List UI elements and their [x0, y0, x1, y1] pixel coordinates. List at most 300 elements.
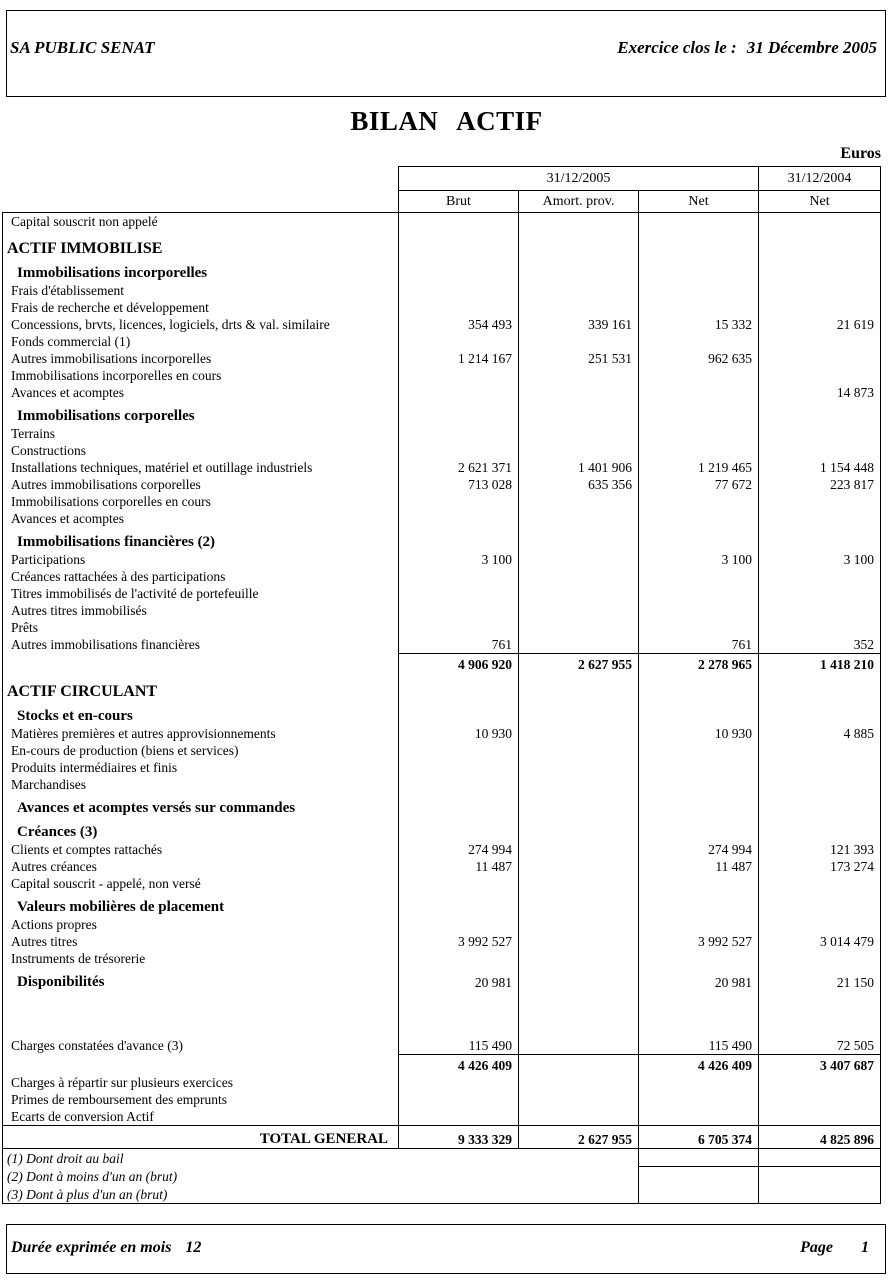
cell-value: [398, 585, 518, 602]
cell-value: [758, 510, 880, 527]
table-row: [3, 602, 880, 619]
cell-value: [638, 619, 758, 636]
cell-value: [638, 367, 758, 384]
table-row: [3, 619, 880, 636]
cell-value: [638, 1108, 758, 1125]
cell-value: 3 992 527: [638, 933, 758, 950]
cell-value: [518, 1074, 638, 1091]
cell-value: [758, 759, 880, 776]
cell-value: [518, 527, 638, 551]
row-label: Autres titres: [11, 934, 78, 949]
cell-value: 21 150: [758, 967, 880, 991]
row-label: Capital souscrit non appelé: [11, 214, 158, 229]
cell-value: 14 873: [758, 384, 880, 401]
cell-value: [638, 1074, 758, 1091]
cell-value: [518, 585, 638, 602]
col-header-period-current: 31/12/2005: [398, 166, 758, 191]
table-row: [3, 776, 880, 793]
cell-value: [518, 333, 638, 350]
cell-value: 3 100: [758, 551, 880, 568]
table-row: [3, 476, 880, 493]
cell-value: [758, 493, 880, 510]
cell-value: [638, 991, 758, 1037]
row-label: Constructions: [11, 443, 87, 458]
document-footer-box: [6, 1224, 886, 1274]
cell-value: [398, 817, 518, 841]
table-row: [3, 817, 880, 841]
row-label: [3, 991, 398, 1037]
cell-value: [758, 602, 880, 619]
col-header-brut: Brut: [398, 190, 518, 213]
cell-value: [758, 1091, 880, 1108]
table-row: [3, 673, 880, 701]
cell-value: [638, 673, 758, 701]
row-label: ACTIF CIRCULANT: [7, 683, 158, 700]
row-label: Avances et acomptes: [11, 511, 124, 526]
cell-value: [518, 213, 638, 230]
row-label: Produits intermédiaires et finis: [11, 760, 178, 775]
row-label: Immobilisations financières (2): [17, 534, 216, 550]
row-label: Clients et comptes rattachés: [11, 842, 163, 857]
cell-value: [758, 1185, 880, 1203]
cell-value: 6 705 374: [638, 1126, 758, 1148]
cell-value: [638, 875, 758, 892]
cell-value: [398, 230, 518, 258]
duration-label: Durée exprimée en mois: [11, 1239, 172, 1256]
page-title: BILAN ACTIF: [350, 106, 543, 136]
cell-value: 962 635: [638, 350, 758, 367]
cell-value: [638, 527, 758, 551]
row-label: Concessions, brvts, licences, logiciels, drts & val. similaire: [11, 317, 330, 332]
table-row: [3, 510, 880, 527]
cell-value: [518, 1037, 638, 1054]
row-label: Autres créances: [11, 859, 97, 874]
cell-value: [758, 367, 880, 384]
row-label: Autres immobilisations financières: [11, 637, 200, 652]
table-row: [3, 1125, 880, 1149]
cell-value: 115 490: [638, 1037, 758, 1054]
page-label: Page: [800, 1239, 833, 1256]
row-label: Stocks et en-cours: [17, 708, 133, 724]
row-label: [3, 653, 398, 673]
row-label: En-cours de production (biens et services): [11, 743, 239, 758]
row-label: Avances et acomptes versés sur commandes: [17, 800, 296, 816]
fiscal-year-closing: [617, 38, 877, 58]
cell-value: [398, 425, 518, 442]
row-label: Titres immobilisés de l'activité de portefeuille: [11, 586, 259, 601]
cell-value: [758, 442, 880, 459]
cell-value: 77 672: [638, 476, 758, 493]
cell-value: [758, 333, 880, 350]
cell-value: 1 214 167: [398, 350, 518, 367]
cell-value: 339 161: [518, 316, 638, 333]
cell-value: [758, 950, 880, 967]
cell-value: [398, 793, 518, 817]
table-row: [3, 991, 880, 1037]
cell-value: [638, 759, 758, 776]
cell-value: 635 356: [518, 476, 638, 493]
table-row: [3, 1037, 880, 1054]
cell-value: 10 930: [398, 725, 518, 742]
cell-value: [758, 1167, 880, 1185]
page-indicator: [800, 1239, 869, 1257]
cell-value: [638, 950, 758, 967]
row-label: Frais de recherche et développement: [11, 300, 209, 315]
row-label: Marchandises: [11, 777, 86, 792]
cell-value: [638, 442, 758, 459]
cell-value: [758, 282, 880, 299]
cell-value: 2 621 371: [398, 459, 518, 476]
cell-value: [518, 367, 638, 384]
cell-value: 354 493: [398, 316, 518, 333]
cell-value: [638, 213, 758, 230]
cell-value: [398, 1091, 518, 1108]
row-label: (3) Dont à plus d'un an (brut): [7, 1187, 168, 1202]
cell-value: [758, 568, 880, 585]
row-label: Charges constatées d'avance (3): [11, 1038, 183, 1053]
cell-value: 223 817: [758, 476, 880, 493]
table-row: [3, 493, 880, 510]
cell-value: [518, 725, 638, 742]
cell-value: [518, 967, 638, 991]
cell-value: [758, 1149, 880, 1167]
cell-value: [638, 568, 758, 585]
cell-value: [758, 991, 880, 1037]
cell-value: [518, 916, 638, 933]
cell-value: [638, 493, 758, 510]
cell-value: [518, 551, 638, 568]
cell-value: [518, 442, 638, 459]
cell-value: [398, 991, 518, 1037]
table-row: [3, 459, 880, 476]
cell-value: [758, 213, 880, 230]
table-row: [3, 367, 880, 384]
cell-value: [758, 299, 880, 316]
cell-value: [398, 875, 518, 892]
subcolumn-header-row: [398, 190, 881, 212]
cell-value: [758, 673, 880, 701]
col-header-net-previous: Net: [758, 190, 881, 213]
table-row: [3, 1108, 880, 1125]
cell-value: [518, 230, 638, 258]
cell-value: [398, 602, 518, 619]
table-row: [3, 316, 880, 333]
cell-value: [398, 568, 518, 585]
cell-value: 2 627 955: [518, 653, 638, 673]
document-header-box: [6, 10, 886, 97]
cell-value: [638, 892, 758, 916]
table-row: [3, 1149, 880, 1167]
cell-value: [758, 258, 880, 282]
cell-value: [518, 776, 638, 793]
row-label: Immobilisations incorporelles en cours: [11, 368, 222, 383]
table-row: [3, 892, 880, 916]
cell-value: [518, 933, 638, 950]
col-header-period-previous: 31/12/2004: [758, 166, 881, 191]
cell-value: [638, 793, 758, 817]
table-row: [3, 551, 880, 568]
table-row: [3, 350, 880, 367]
table-row: [3, 527, 880, 551]
table-row: [3, 725, 880, 742]
col-header-amort-prov: Amort. prov.: [518, 190, 638, 213]
cell-value: 1 219 465: [638, 459, 758, 476]
row-label: Participations: [11, 552, 86, 567]
cell-value: [398, 258, 518, 282]
row-label: Créances (3): [17, 824, 98, 840]
cell-value: [398, 950, 518, 967]
cell-value: 274 994: [638, 841, 758, 858]
cell-value: [758, 230, 880, 258]
cell-value: [638, 585, 758, 602]
table-row: [3, 299, 880, 316]
row-label: Fonds commercial (1): [11, 334, 131, 349]
cell-value: [398, 333, 518, 350]
cell-value: [518, 991, 638, 1037]
row-label: Autres titres immobilisés: [11, 603, 147, 618]
row-label: Primes de remboursement des emprunts: [11, 1092, 227, 1107]
cell-value: 1 154 448: [758, 459, 880, 476]
col-header-net: Net: [638, 190, 758, 213]
cell-value: 9 333 329: [398, 1126, 518, 1148]
row-label: Charges à répartir sur plusieurs exercices: [11, 1075, 234, 1090]
closing-label: Exercice clos le :: [617, 38, 737, 57]
cell-value: 4 885: [758, 725, 880, 742]
cell-value: [638, 817, 758, 841]
cell-value: [518, 619, 638, 636]
row-label: Disponibilités: [17, 974, 105, 990]
table-row: [3, 793, 880, 817]
row-label: Ecarts de conversion Actif: [11, 1109, 154, 1124]
cell-value: [638, 1149, 758, 1167]
cell-value: 3 407 687: [758, 1054, 880, 1074]
cell-value: 1 401 906: [518, 459, 638, 476]
cell-value: [398, 701, 518, 725]
row-label: Capital souscrit - appelé, non versé: [11, 876, 201, 891]
cell-value: 15 332: [638, 316, 758, 333]
cell-value: [398, 367, 518, 384]
table-row: [3, 1091, 880, 1108]
cell-value: [518, 1091, 638, 1108]
table-row: [3, 1167, 880, 1185]
cell-value: [518, 875, 638, 892]
cell-value: [638, 299, 758, 316]
cell-value: [758, 916, 880, 933]
cell-value: [398, 384, 518, 401]
cell-value: [518, 841, 638, 858]
cell-value: [638, 742, 758, 759]
cell-value: [758, 701, 880, 725]
cell-value: [518, 742, 638, 759]
cell-value: [758, 776, 880, 793]
table-row: [3, 1054, 880, 1074]
cell-value: 2 278 965: [638, 653, 758, 673]
cell-value: [518, 701, 638, 725]
cell-value: [518, 636, 638, 653]
table-row: [3, 401, 880, 425]
cell-value: [758, 619, 880, 636]
cell-value: 21 619: [758, 316, 880, 333]
row-label: (1) Dont droit au bail: [7, 1151, 124, 1166]
table-row: [3, 1185, 880, 1203]
cell-value: [758, 1108, 880, 1125]
row-label: Matières premières et autres approvisionnements: [11, 726, 276, 741]
cell-value: [638, 510, 758, 527]
table-row: [3, 950, 880, 967]
cell-value: [638, 401, 758, 425]
table-row: [3, 1074, 880, 1091]
table-row: [3, 701, 880, 725]
table-row: [3, 282, 880, 299]
cell-value: 3 100: [638, 551, 758, 568]
cell-value: [518, 1054, 638, 1074]
table-row: [3, 213, 880, 230]
table-row: [3, 967, 880, 991]
row-label: Actions propres: [11, 917, 97, 932]
row-label: Autres immobilisations corporelles: [11, 477, 201, 492]
cell-value: [398, 213, 518, 230]
closing-date: 31 Décembre 2005: [746, 38, 877, 57]
cell-value: 72 505: [758, 1037, 880, 1054]
cell-value: [398, 442, 518, 459]
table-row: [3, 230, 880, 258]
cell-value: [398, 892, 518, 916]
cell-value: [398, 619, 518, 636]
table-row: [3, 759, 880, 776]
cell-value: 121 393: [758, 841, 880, 858]
row-label: Frais d'établissement: [11, 283, 125, 298]
cell-value: 3 014 479: [758, 933, 880, 950]
cell-value: 11 487: [398, 858, 518, 875]
cell-value: 4 426 409: [398, 1054, 518, 1074]
cell-value: [518, 258, 638, 282]
table-row: [3, 841, 880, 858]
cell-value: [518, 282, 638, 299]
cell-value: [638, 384, 758, 401]
cell-value: [518, 950, 638, 967]
cell-value: 274 994: [398, 841, 518, 858]
cell-value: [758, 350, 880, 367]
cell-value: 4 906 920: [398, 653, 518, 673]
cell-value: [398, 1074, 518, 1091]
cell-value: [638, 1185, 758, 1203]
cell-value: [398, 759, 518, 776]
page-number: 1: [861, 1239, 869, 1256]
cell-value: [518, 568, 638, 585]
cell-value: [758, 527, 880, 551]
cell-value: [638, 1167, 758, 1185]
table-row: [3, 442, 880, 459]
duration-value: 12: [185, 1239, 202, 1256]
cell-value: [758, 401, 880, 425]
row-label: Immobilisations corporelles: [17, 408, 195, 424]
cell-value: [518, 892, 638, 916]
cell-value: [398, 527, 518, 551]
table-row: [3, 653, 880, 673]
row-label: [3, 1054, 398, 1074]
cell-value: [518, 510, 638, 527]
cell-value: 173 274: [758, 858, 880, 875]
table-row: [3, 568, 880, 585]
row-label: Créances rattachées à des participations: [11, 569, 226, 584]
table-row: [3, 636, 880, 653]
cell-value: 3 992 527: [398, 933, 518, 950]
row-label: ACTIF IMMOBILISE: [7, 240, 163, 257]
cell-value: 3 100: [398, 551, 518, 568]
cell-value: [518, 384, 638, 401]
table-row: [3, 258, 880, 282]
balance-sheet-table: [2, 212, 881, 1204]
cell-value: [398, 776, 518, 793]
cell-value: [518, 401, 638, 425]
row-label: Avances et acomptes: [11, 385, 124, 400]
cell-value: [398, 742, 518, 759]
cell-value: 251 531: [518, 350, 638, 367]
cell-value: [758, 793, 880, 817]
cell-value: [398, 916, 518, 933]
cell-value: [638, 230, 758, 258]
cell-value: [758, 875, 880, 892]
cell-value: [518, 759, 638, 776]
row-label: TOTAL GENERAL: [259, 1131, 388, 1147]
cell-value: [518, 817, 638, 841]
table-row: [3, 384, 880, 401]
cell-value: 761: [638, 636, 758, 653]
cell-value: [638, 425, 758, 442]
cell-value: [398, 493, 518, 510]
cell-value: [518, 602, 638, 619]
cell-value: [398, 510, 518, 527]
cell-value: [638, 701, 758, 725]
row-label: Immobilisations incorporelles: [17, 265, 208, 281]
currency-label: Euros: [840, 145, 881, 162]
table-row: [3, 875, 880, 892]
cell-value: 4 426 409: [638, 1054, 758, 1074]
cell-value: 20 981: [638, 967, 758, 991]
cell-value: [638, 282, 758, 299]
cell-value: [758, 892, 880, 916]
period-header-row: [398, 166, 881, 190]
table-row: [3, 742, 880, 759]
cell-value: [518, 425, 638, 442]
cell-value: 713 028: [398, 476, 518, 493]
cell-value: 761: [398, 636, 518, 653]
cell-value: 352: [758, 636, 880, 653]
cell-value: [518, 1108, 638, 1125]
row-label: Terrains: [11, 426, 56, 441]
cell-value: [518, 493, 638, 510]
cell-value: [758, 425, 880, 442]
cell-value: [398, 299, 518, 316]
table-row: [3, 585, 880, 602]
cell-value: [518, 793, 638, 817]
table-row: [3, 858, 880, 875]
cell-value: [398, 1108, 518, 1125]
cell-value: 4 825 896: [758, 1126, 880, 1148]
cell-value: [398, 282, 518, 299]
row-label: Autres immobilisations incorporelles: [11, 351, 212, 366]
cell-value: 20 981: [398, 967, 518, 991]
cell-value: [758, 742, 880, 759]
table-header: [398, 166, 881, 212]
cell-value: [638, 776, 758, 793]
cell-value: [758, 817, 880, 841]
cell-value: 11 487: [638, 858, 758, 875]
cell-value: [758, 585, 880, 602]
company-name: SA PUBLIC SENAT: [10, 38, 155, 57]
cell-value: [638, 602, 758, 619]
cell-value: [638, 1091, 758, 1108]
